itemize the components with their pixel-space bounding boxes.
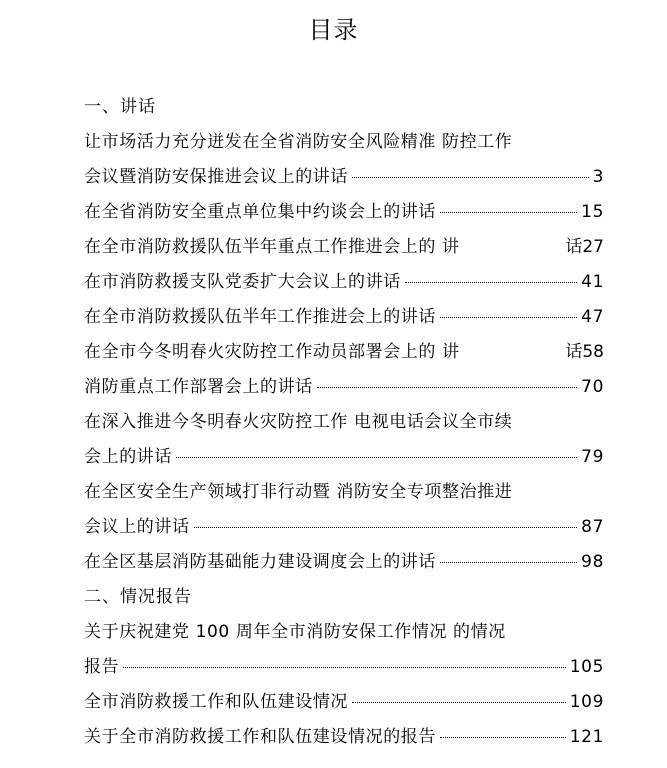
toc-entry-title: 报告 xyxy=(84,657,120,677)
toc-entry[interactable] xyxy=(84,481,604,539)
page-number: 121 xyxy=(569,727,604,747)
toc-entry-title: 关于全市消防救援工作和队伍建设情况的报告 xyxy=(84,727,436,747)
dot-leader xyxy=(440,212,577,213)
toc-line xyxy=(84,201,604,224)
toc-entry-title: 在全市消防救援队伍半年工作推进会上的讲话 xyxy=(84,307,436,327)
page-title: 目录 xyxy=(308,16,359,44)
toc-entry[interactable] xyxy=(84,131,604,189)
page-number: 15 xyxy=(581,202,604,222)
dot-leader xyxy=(123,667,566,668)
dot-leader xyxy=(405,282,577,283)
page-number: 47 xyxy=(581,307,604,327)
toc-entry[interactable] xyxy=(84,271,604,294)
page-number: 41 xyxy=(581,272,604,292)
toc-line xyxy=(84,306,604,329)
dot-leader xyxy=(317,387,577,388)
toc-entry-title: 全市消防救援工作和队伍建设情况 xyxy=(84,692,348,712)
page-number: 70 xyxy=(581,377,604,397)
toc-entry-title-line: 在全区安全生产领域打非行动暨 消防安全专项整治推进 xyxy=(84,482,513,502)
page-number: 87 xyxy=(581,517,604,537)
section-heading: 二、情况报告 xyxy=(84,587,192,607)
section-heading: 一、讲话 xyxy=(84,97,156,117)
dot-leader xyxy=(352,177,589,178)
toc-entry[interactable] xyxy=(84,691,604,714)
toc-line xyxy=(84,341,604,364)
toc-entry-title: 会议上的讲话 xyxy=(84,517,190,537)
toc-entry[interactable] xyxy=(84,201,604,224)
dot-leader xyxy=(440,317,577,318)
toc-entry[interactable] xyxy=(84,551,604,574)
toc-line xyxy=(84,166,604,189)
page-number: 79 xyxy=(581,447,604,467)
toc-line xyxy=(84,726,604,749)
toc-entry-title-line: 让市场活力充分迸发在全省消防安全风险精准 防控工作 xyxy=(84,132,513,152)
toc-entry-title: 会上的讲话 xyxy=(84,447,172,467)
page-number: 105 xyxy=(569,657,604,677)
toc-entry-title-line: 关于庆祝建党 100 周年全市消防安保工作情况 的情况 xyxy=(84,622,506,642)
toc-line xyxy=(84,446,604,469)
toc-entry[interactable] xyxy=(84,726,604,749)
toc-line xyxy=(84,551,604,574)
page-number: 109 xyxy=(569,692,604,712)
toc-line xyxy=(84,271,604,294)
toc-entry[interactable] xyxy=(84,376,604,399)
toc-line xyxy=(84,656,604,679)
toc-entry-title: 在全省消防安全重点单位集中约谈会上的讲话 xyxy=(84,202,436,222)
toc-entry-title: 消防重点工作部署会上的讲话 xyxy=(84,377,313,397)
page-number: 3 xyxy=(592,167,604,187)
dot-leader xyxy=(440,562,577,563)
toc-line xyxy=(84,376,604,399)
dot-leader xyxy=(352,702,566,703)
toc-entry[interactable] xyxy=(84,341,604,364)
page-number: 话58 xyxy=(565,342,604,362)
toc-entry[interactable] xyxy=(84,621,604,679)
toc-entry-title: 在全市消防救援队伍半年重点工作推进会上的 讲 xyxy=(84,237,460,257)
dot-leader xyxy=(194,527,578,528)
toc-entry-title: 在全市今冬明春火灾防控工作动员部署会上的 讲 xyxy=(84,342,460,362)
toc-line xyxy=(84,691,604,714)
dot-leader xyxy=(440,737,566,738)
toc-entry[interactable] xyxy=(84,236,604,259)
toc-entry-title-line: 在深入推进今冬明春火灾防控工作 电视电话会议全市续 xyxy=(84,412,513,432)
page-number: 98 xyxy=(581,552,604,572)
toc-line xyxy=(84,236,604,259)
toc-entry[interactable] xyxy=(84,411,604,469)
page-number: 话27 xyxy=(565,237,604,257)
table-of-contents xyxy=(84,96,604,761)
toc-entry-title: 在市消防救援支队党委扩大会议上的讲话 xyxy=(84,272,401,292)
dot-leader xyxy=(176,457,577,458)
toc-entry[interactable] xyxy=(84,306,604,329)
toc-line xyxy=(84,516,604,539)
toc-entry-title: 会议暨消防安保推进会议上的讲话 xyxy=(84,167,348,187)
toc-entry-title: 在全区基层消防基础能力建设调度会上的讲话 xyxy=(84,552,436,572)
